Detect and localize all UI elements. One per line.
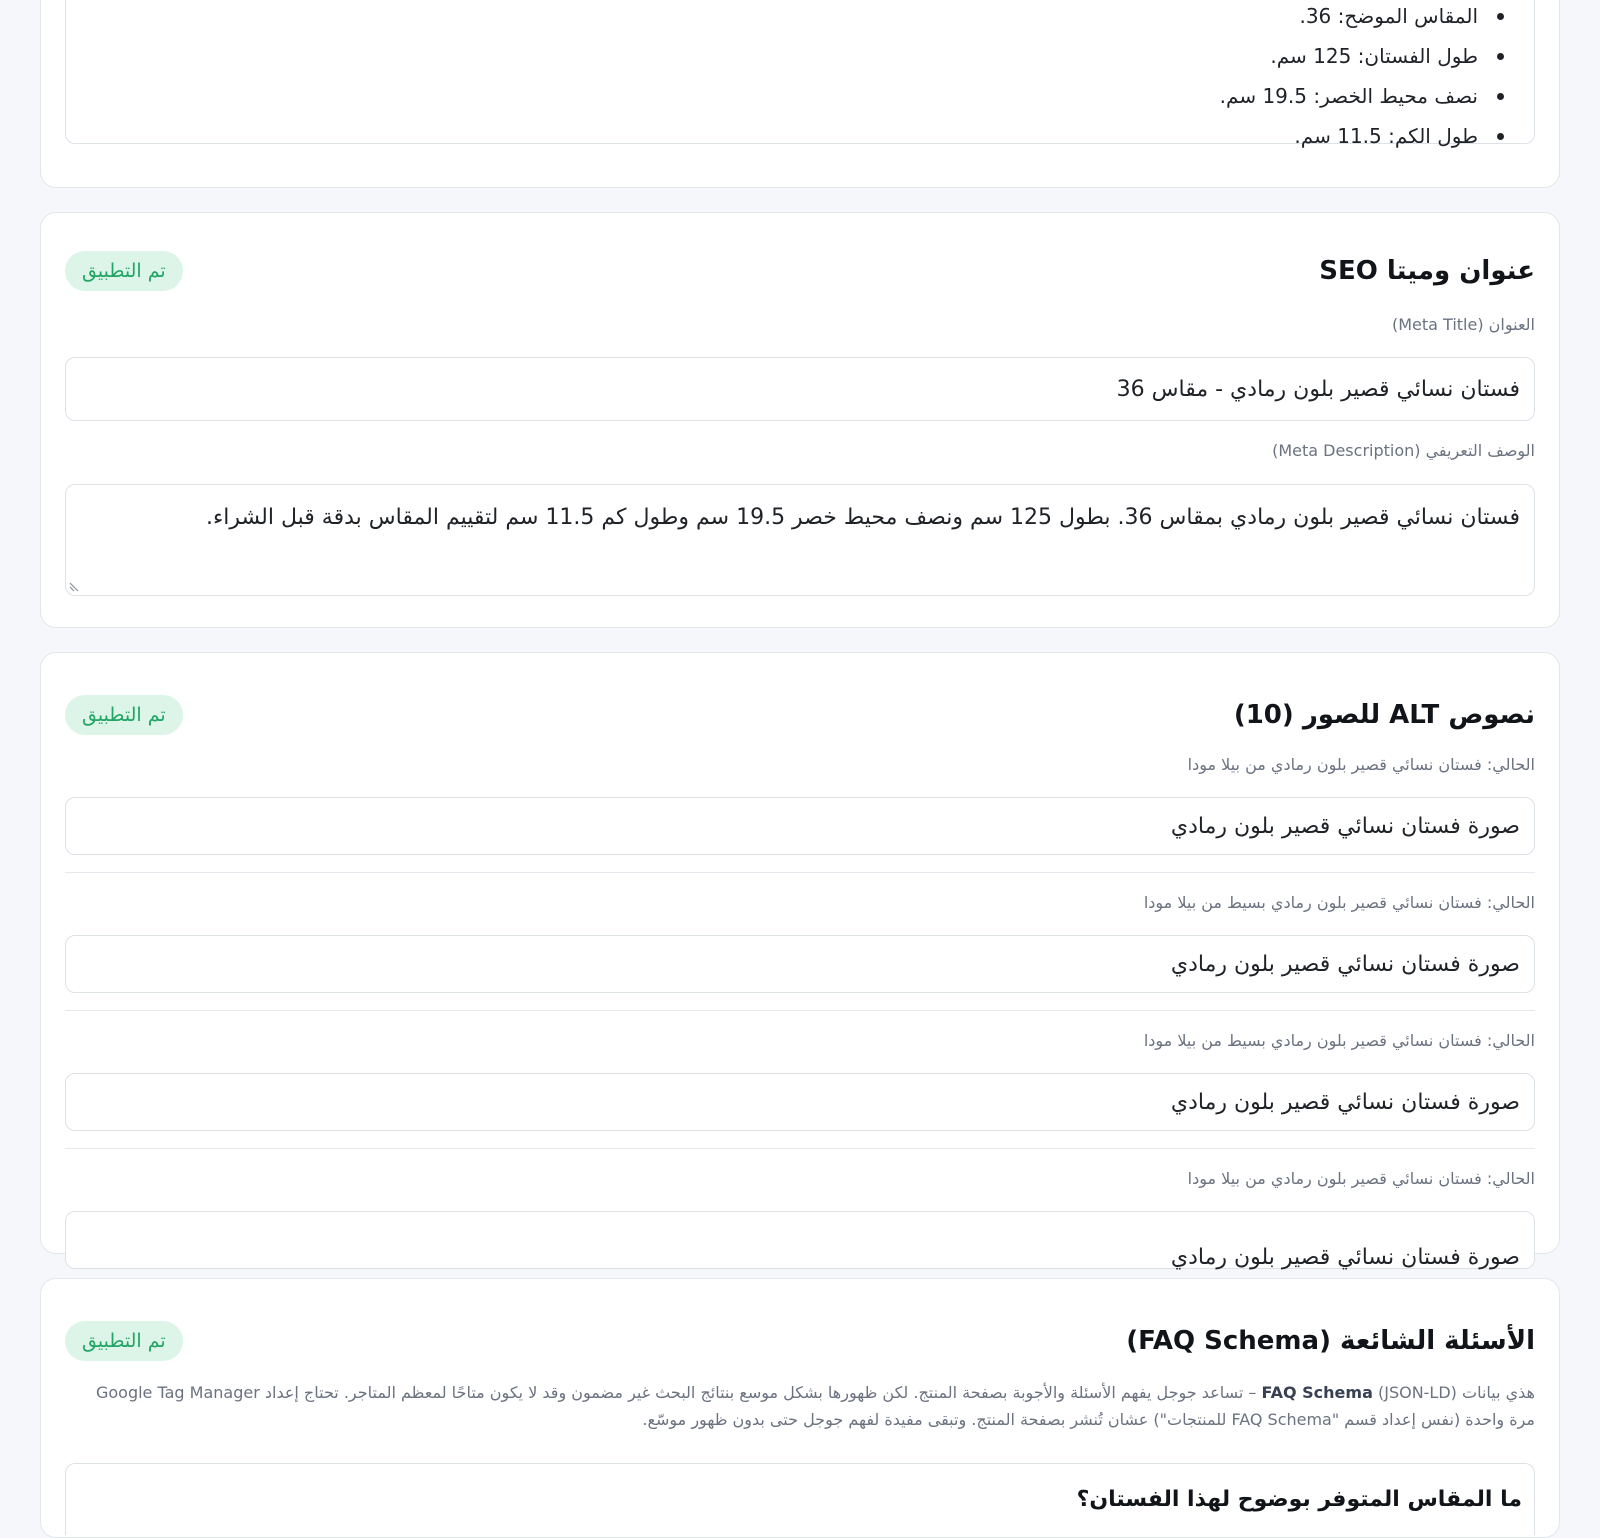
divider xyxy=(65,1148,1535,1149)
seo-card xyxy=(40,212,1560,628)
alt-current-label: الحالي: فستان نسائي قصير بلون رمادي من بيلا مودا xyxy=(1187,755,1535,774)
bullet-item: طول الفستان: 125 سم. xyxy=(1270,44,1478,68)
alt-current-label: الحالي: فستان نسائي قصير بلون رمادي من بيلا مودا xyxy=(1187,1169,1535,1188)
divider xyxy=(65,1010,1535,1011)
seo-card-header xyxy=(65,251,1535,291)
faq-card-title: الأسئلة الشائعة (FAQ Schema) xyxy=(1126,1326,1535,1356)
alt-text-input[interactable]: صورة فستان نسائي قصير بلون رمادي xyxy=(65,1211,1535,1269)
bullet-item: نصف محيط الخصر: 19.5 سم. xyxy=(1219,84,1478,108)
applied-badge: تم التطبيق xyxy=(65,695,183,735)
applied-badge: تم التطبيق xyxy=(65,251,183,291)
faq-desc-rest: – تساعد جوجل يفهم الأسئلة والأجوبة بصفحة المنتج. لكن ظهورها بشكل موسع بنتائج البحث غير مضمون وقد لا يكون متاحًا لمعظم المتاجر. تحتاج إعداد Google Tag Manager مرة واحدة (نفس إعداد قسم "FAQ Schema للمنتجات") عشان تُنشر بصفحة المنتج. وتبقى مفيدة لفهم جوجل حتى بدون ظهور موسّع. xyxy=(95,1383,1535,1429)
faq-question-text: ما المقاس المتوفر بوضوح لهذا الفستان؟ xyxy=(1076,1487,1522,1512)
alt-text-input[interactable]: صورة فستان نسائي قصير بلون رمادي xyxy=(65,1073,1535,1131)
faq-description xyxy=(75,1379,1535,1433)
alt-list-clip xyxy=(65,1211,1535,1270)
meta-description-text: فستان نسائي قصير بلون رمادي بمقاس 36. بطول 125 سم ونصف محيط خصر 19.5 سم وطول كم 11.5 سم لتقييم المقاس بدقة قبل الشراء. xyxy=(205,505,1520,530)
meta-description-label: الوصف التعريفي (Meta Description) xyxy=(1272,441,1535,460)
meta-title-input[interactable]: فستان نسائي قصير بلون رمادي - مقاس 36 xyxy=(65,357,1535,421)
faq-schema-card xyxy=(40,1278,1560,1538)
bullet-item: طول الكم: 11.5 سم. xyxy=(1294,124,1478,148)
alt-texts-card xyxy=(40,652,1560,1270)
meta-description-textarea[interactable] xyxy=(65,484,1535,596)
divider xyxy=(65,872,1535,873)
alt-card-header xyxy=(65,695,1535,735)
faq-desc-prefix: هذي بيانات (JSON-LD) xyxy=(1377,1383,1535,1402)
bullet-item: المقاس الموضح: 36. xyxy=(1299,4,1478,28)
faq-card-header xyxy=(65,1321,1535,1361)
applied-badge: تم التطبيق xyxy=(65,1321,183,1361)
seo-card-title: عنوان وميتا SEO xyxy=(1319,256,1535,286)
alt-card-title: نصوص ALT للصور (10) xyxy=(1233,700,1535,730)
faq-desc-bold: FAQ Schema xyxy=(1261,1383,1373,1402)
alt-text-input[interactable]: صورة فستان نسائي قصير بلون رمادي xyxy=(65,797,1535,855)
description-preview xyxy=(65,0,1535,148)
resize-handle-icon[interactable] xyxy=(69,580,81,592)
alt-text-input[interactable]: صورة فستان نسائي قصير بلون رمادي xyxy=(65,935,1535,993)
alt-current-label: الحالي: فستان نسائي قصير بلون رمادي بسيط من بيلا مودا xyxy=(1143,1031,1535,1050)
meta-title-label: العنوان (Meta Title) xyxy=(1391,315,1535,334)
description-card xyxy=(40,0,1560,188)
alt-current-label: الحالي: فستان نسائي قصير بلون رمادي بسيط من بيلا مودا xyxy=(1143,893,1535,912)
faq-question-item[interactable] xyxy=(65,1463,1535,1535)
